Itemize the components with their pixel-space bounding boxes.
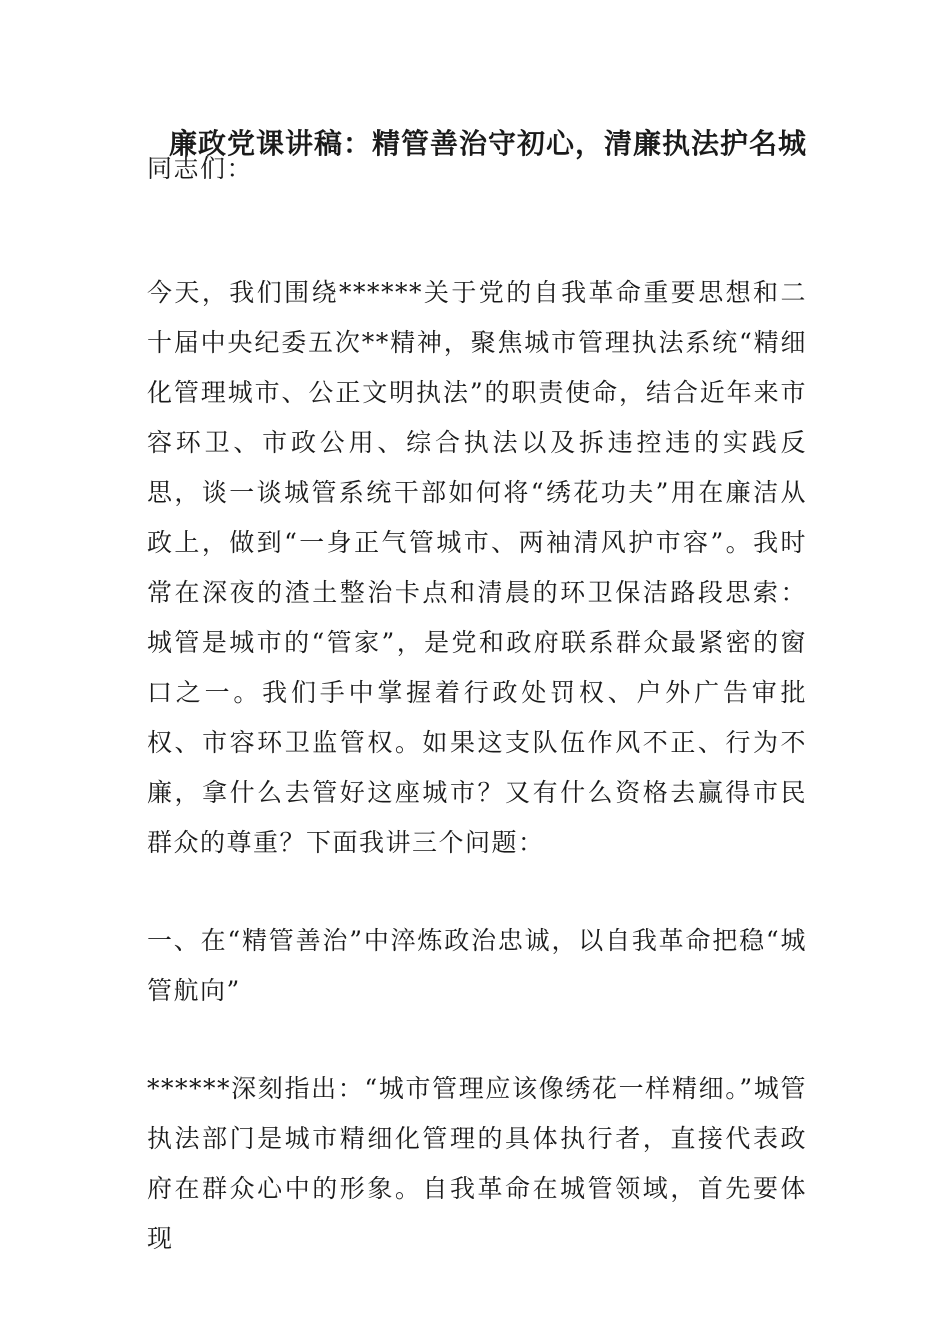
document-title: 廉政党课讲稿：精管善治守初心，清廉执法护名城	[168, 127, 807, 160]
salutation: 同志们：	[147, 154, 254, 183]
section-heading-1: 一、在“精管善治”中淬炼政治忠诚，以自我革命把稳“城管航向”	[147, 926, 807, 1005]
section-1-paragraph: ******深刻指出：“城市管理应该像绣花一样精细。”城管执法部门是城市精细化管理的具体执行者，直接代表政府在群众心中的形象。自我革命在城管领域，首先要体现	[147, 1074, 807, 1253]
intro-paragraph: 今天，我们围绕******关于党的自我革命重要思想和二十届中央纪委五次**精神，聚焦城市管理执法系统“精细化管理城市、公正文明执法”的职责使命，结合近年来市容环卫、市政公用、综合执法以及拆违控违的实践反思，谈一谈城管系统干部如何将“绣花功夫”用在廉洁从政上，做到“一身正气管城市、两袖清风护市容”。我时常在深夜的渣土整治卡点和清晨的环卫保洁路段思索：城管是城市的“管家”，是党和政府联系群众最紧密的窗口之一。我们手中掌握着行政处罚权、户外广告审批权、市容环卫监管权。如果这支队伍作风不正、行为不廉，拿什么去管好这座城市？又有什么资格去赢得市民群众的尊重？下面我讲三个问题：	[147, 278, 807, 857]
